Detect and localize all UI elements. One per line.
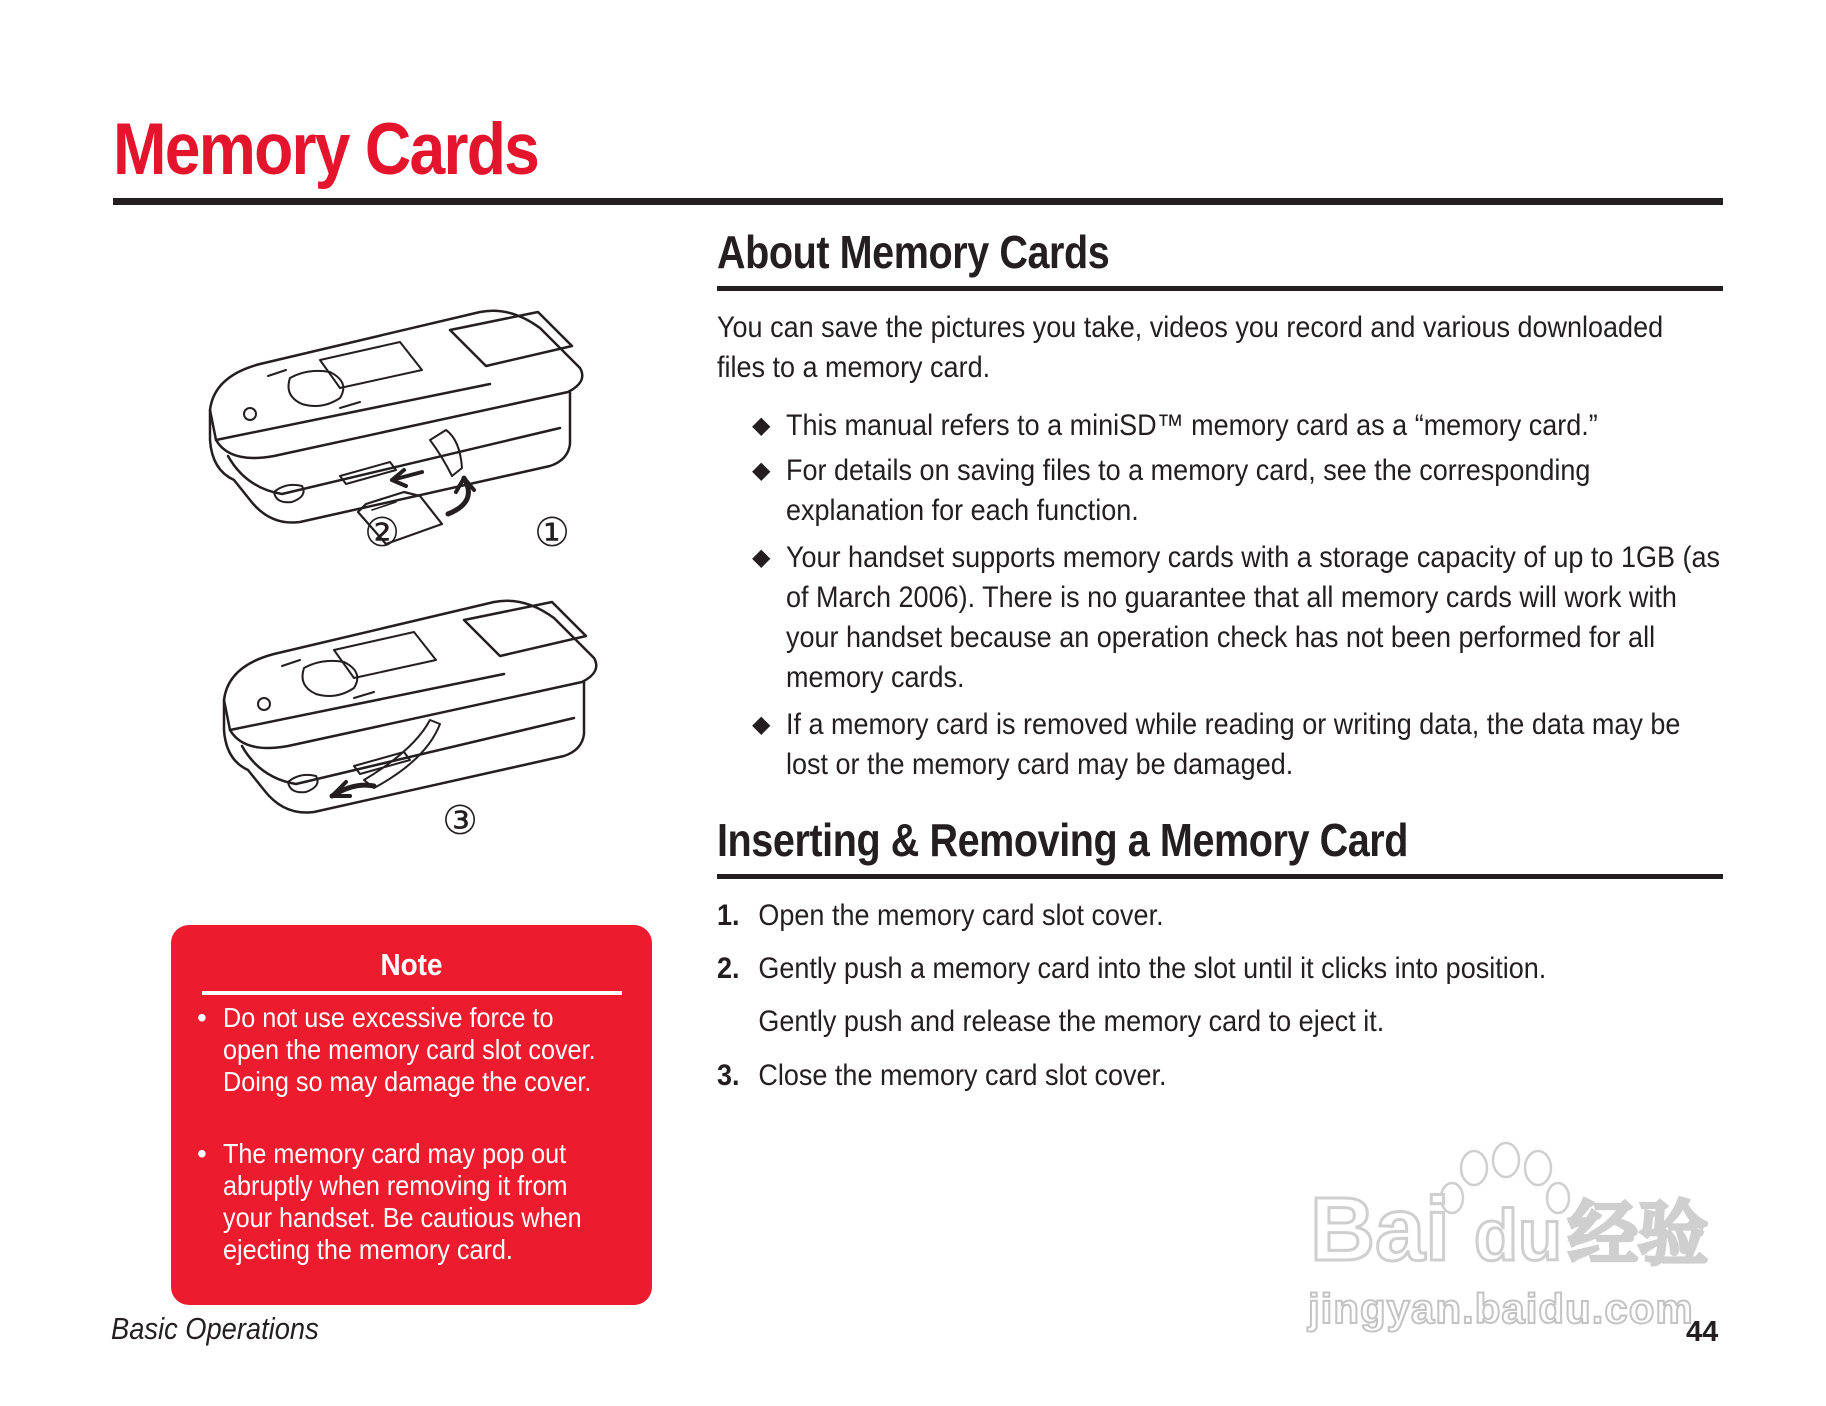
- step-2-label: ②: [364, 510, 400, 556]
- step-number: 2.: [717, 952, 740, 985]
- diamond-bullet-icon: ◆: [752, 544, 771, 571]
- note-box: [171, 925, 652, 1305]
- phone-top-view-1: [210, 311, 582, 544]
- note-item: • Do not use excessive force to open the memory card slot cover. Doing so may damage the cover.: [197, 1002, 596, 1097]
- section-heading-about: About Memory Cards: [717, 226, 1110, 278]
- about-bullet: ◆ If a memory card is removed while reading or writing data, the data may be lost or the memory card may be damaged.: [752, 705, 1826, 785]
- page-title: Memory Cards: [113, 109, 539, 190]
- about-bullet: ◆ For details on saving files to a memory card, see the corresponding explanation for each function.: [752, 451, 1826, 531]
- step-text: Gently push a memory card into the slot until it clicks into position.: [758, 952, 1547, 985]
- diamond-bullet-icon: ◆: [752, 711, 771, 738]
- about-bullet: ◆ This manual refers to a miniSD™ memory card as a “memory card.”: [752, 406, 1826, 446]
- watermark-brand-cn: 经验: [1568, 1193, 1708, 1275]
- step-item: [717, 1056, 1707, 1096]
- step-text: Close the memory card slot cover.: [758, 1059, 1167, 1092]
- note-item: • The memory card may pop out abruptly when removing it from your handset. Be cautious when ejecting the memory card.: [197, 1138, 582, 1265]
- watermark-domain: jingyan.baidu.com: [1308, 1285, 1694, 1332]
- section-heading-inserting: Inserting & Removing a Memory Card: [717, 814, 1409, 866]
- diamond-bullet-icon: ◆: [752, 457, 771, 484]
- step-1-label: ①: [534, 510, 570, 556]
- step-subtext: [717, 1002, 1707, 1042]
- step-item: [717, 896, 1707, 936]
- section-rule-inserting: [717, 874, 1723, 879]
- watermark-brand-suffix: du: [1474, 1196, 1562, 1276]
- bullet-dot-icon: •: [197, 1138, 207, 1169]
- about-intro: You can save the pictures you take, videos you record and various downloaded files to a memory card.: [717, 311, 1664, 384]
- section-rule-about: [717, 286, 1723, 291]
- step-number: 3.: [717, 1059, 740, 1092]
- note-rule: [202, 991, 622, 995]
- phone-illustration: [190, 300, 630, 840]
- page-number: 44: [1686, 1316, 1719, 1348]
- diamond-bullet-icon: ◆: [752, 412, 771, 439]
- step-number: 1.: [717, 899, 740, 932]
- step-text: Gently push and release the memory card to eject it.: [758, 1005, 1385, 1038]
- step-3-label: ③: [442, 798, 478, 840]
- watermark-brand: Bai: [1310, 1180, 1451, 1280]
- title-rule: [113, 198, 1723, 205]
- about-bullet: ◆ Your handset supports memory cards with a storage capacity of up to 1GB (as of March 2006). There is no guarantee that all memory cards will work with your handset because an operation check has not been performed for all memory cards.: [752, 538, 1826, 698]
- step-text: Open the memory card slot cover.: [758, 899, 1164, 932]
- note-title: Note: [380, 947, 443, 982]
- step-item: [717, 949, 1707, 989]
- phone-top-view-2: [224, 601, 596, 813]
- bullet-dot-icon: •: [197, 1002, 207, 1033]
- footer-section-label: Basic Operations: [111, 1311, 319, 1346]
